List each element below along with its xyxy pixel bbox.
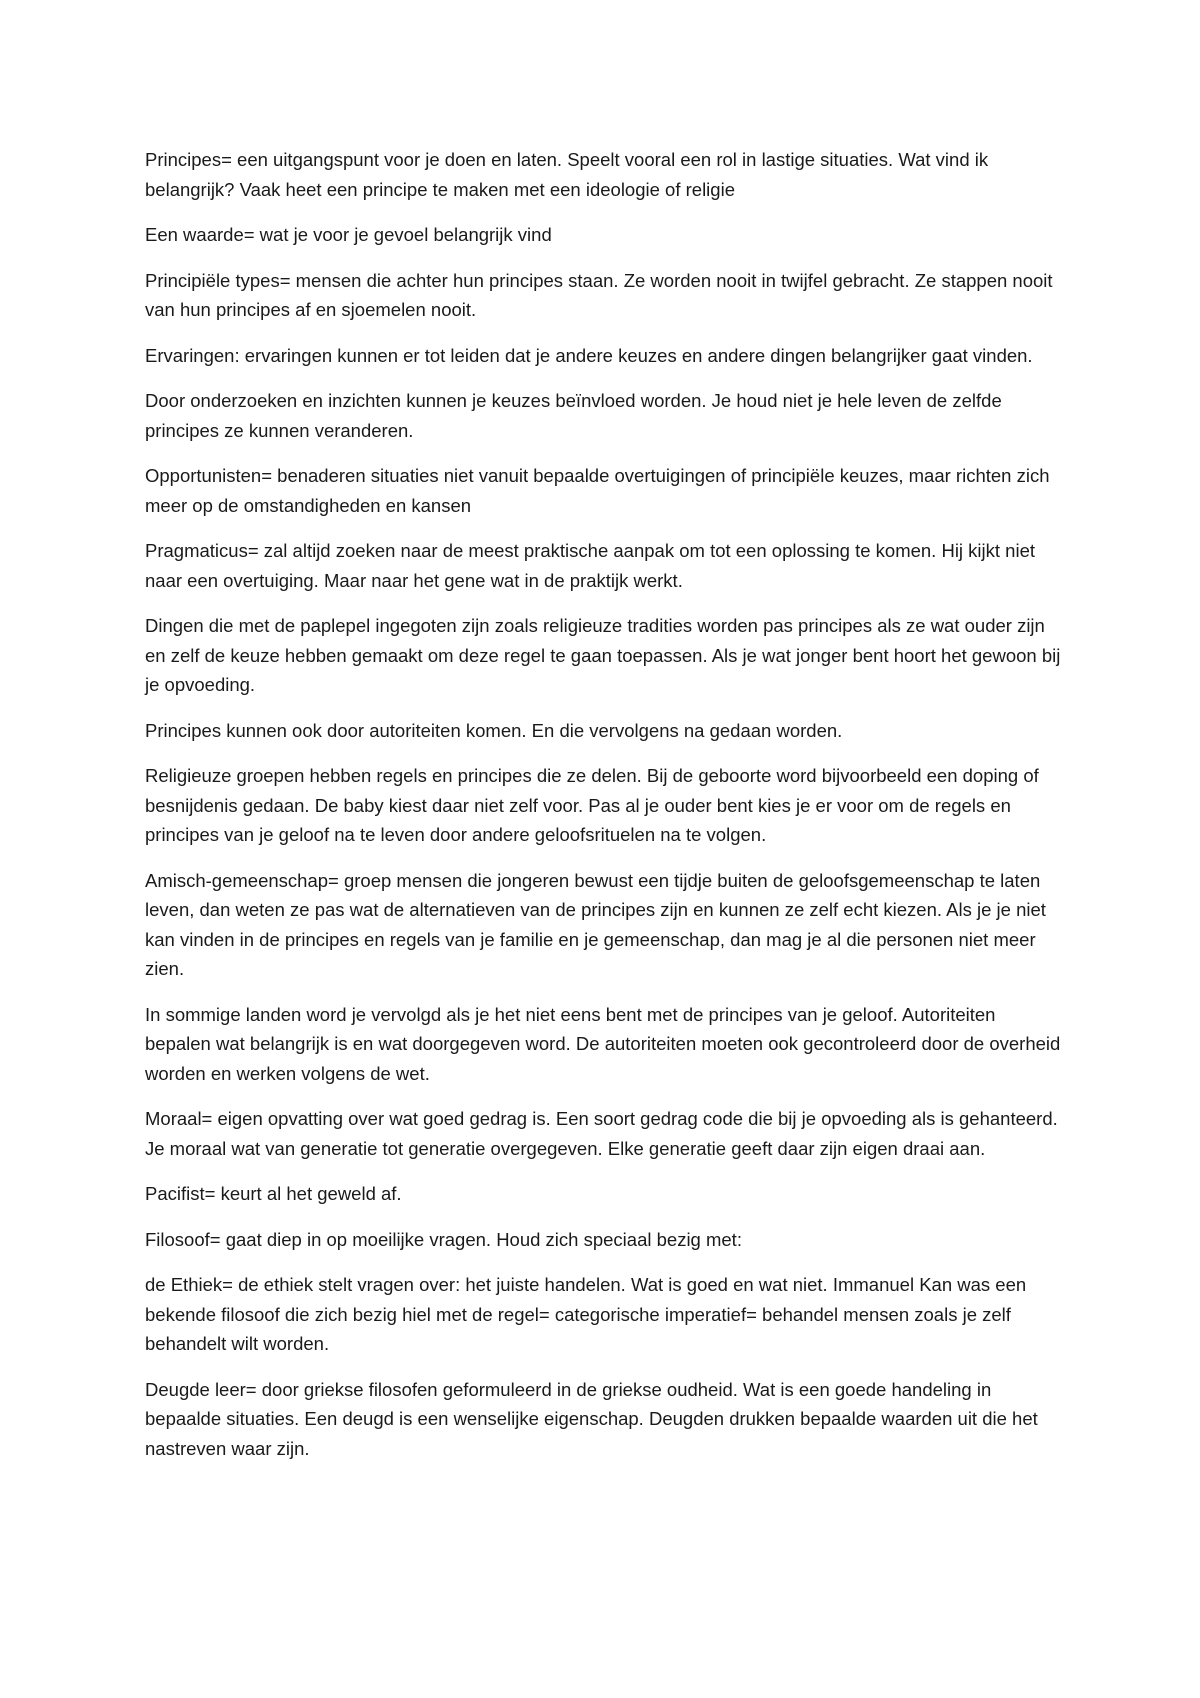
paragraph-pacifist: Pacifist= keurt al het geweld af. <box>145 1183 402 1204</box>
paragraph-ethiek: de Ethiek= de ethiek stelt vragen over: het juiste handelen. Wat is goed en wat niet. Immanuel Kan was een bekende filosoof die zich bezig hiel met de regel= categorische imperatief= behandel mensen zoals je zelf behandelt wilt worden. <box>145 1274 1027 1354</box>
paragraph-religieuze-groepen: Religieuze groepen hebben regels en principes die ze delen. Bij de geboorte word bijvoorbeeld een doping of besnijdenis gedaan. De baby kiest daar niet zelf voor. Pas al je ouder bent kies je er voor om de regels en principes van je geloof na te leven door andere geloofsrituelen na te volgen. <box>145 765 1039 845</box>
paragraph-waarde: Een waarde= wat je voor je gevoel belangrijk vind <box>145 224 552 245</box>
paragraph-paplepel: Dingen die met de paplepel ingegoten zijn zoals religieuze tradities worden pas principes als ze wat ouder zijn en zelf de keuze hebben gemaakt om deze regel te gaan toepassen. Als je wat jonger bent hoort het gewoon bij je opvoeding. <box>145 615 1061 695</box>
paragraph-principes: Principes= een uitgangspunt voor je doen en laten. Speelt vooral een rol in lastige situaties. Wat vind ik belangrijk? Vaak heet een principe te maken met een ideologie of religie <box>145 149 989 200</box>
paragraph-principiele-types: Principiële types= mensen die achter hun principes staan. Ze worden nooit in twijfel gebracht. Ze stappen nooit van hun principes af en sjoemelen nooit. <box>145 269 1053 320</box>
document-body <box>145 145 1065 1479</box>
paragraph-autoriteiten: Principes kunnen ook door autoriteiten komen. En die vervolgens na gedaan worden. <box>145 719 843 741</box>
paragraph-pragmaticus: Pragmaticus= zal altijd zoeken naar de meest praktische aanpak om tot een oplossing te komen. Hij kijkt niet naar een overtuiging. Maar naar het gene wat in de praktijk werkt. <box>145 540 1036 591</box>
paragraph-vervolgd: In sommige landen word je vervolgd als je het niet eens bent met de principes van je geloof. Autoriteiten bepalen wat belangrijk is en wat doorgegeven word. De autoriteiten moeten ook gecontroleerd door de overheid worden en werken volgens de wet. <box>145 1003 1061 1084</box>
paragraph-opportunisten: Opportunisten= benaderen situaties niet vanuit bepaalde overtuigingen of principiële keuzes, maar richten zich meer op de omstandigheden en kansen <box>145 465 1050 516</box>
paragraph-filosoof: Filosoof= gaat diep in op moeilijke vragen. Houd zich speciaal bezig met: <box>145 1228 742 1250</box>
paragraph-moraal: Moraal= eigen opvatting over wat goed gedrag is. Een soort gedrag code die bij je opvoeding als is gehanteerd. Je moraal wat van generatie tot generatie overgegeven. Elke generatie geeft daar zijn eigen draai aan. <box>145 1108 1058 1159</box>
paragraph-onderzoeken: Door onderzoeken en inzichten kunnen je keuzes beïnvloed worden. Je houd niet je hele leven de zelfde principes ze kunnen veranderen. <box>145 390 1002 441</box>
paragraph-deugde-leer: Deugde leer= door griekse filosofen geformuleerd in de griekse oudheid. Wat is een goede handeling in bepaalde situaties. Een deugd is een wenselijke eigenschap. Deugden drukken bepaalde waarden uit die het nastreven waar zijn. <box>145 1378 1038 1459</box>
paragraph-ervaringen: Ervaringen: ervaringen kunnen er tot leiden dat je andere keuzes en andere dingen belangrijker gaat vinden. <box>145 344 1033 366</box>
paragraph-amisch: Amisch-gemeenschap= groep mensen die jongeren bewust een tijdje buiten de geloofsgemeenschap te laten leven, dan weten ze pas wat de alternatieven van de principes zijn en kunnen ze zelf echt kiezen. Als je je niet kan vinden in de principes en regels van je familie en je gemeenschap, dan mag je al die personen niet meer zien. <box>145 869 1046 979</box>
